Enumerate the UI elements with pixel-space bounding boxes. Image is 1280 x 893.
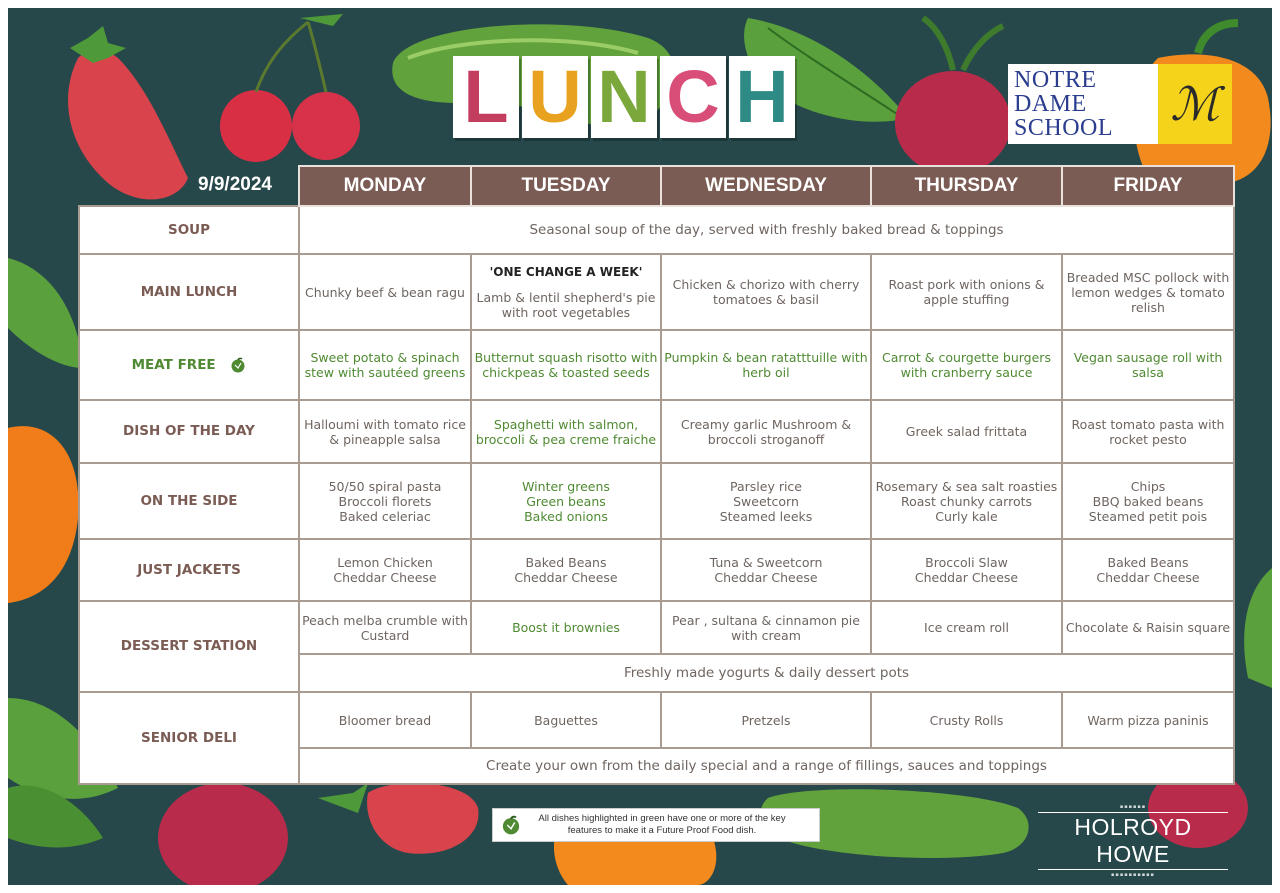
jacket-item: Cheddar Cheese <box>914 570 1019 585</box>
menu-cell: Halloumi with tomato rice & pineapple salsa <box>299 400 471 463</box>
menu-cell: Carrot & courgette burgers with cranberry sauce <box>871 330 1062 400</box>
menu-cell: Chicken & chorizo with cherry tomatoes & basil <box>661 254 871 330</box>
menu-cell: Creamy garlic Mushroom & broccoli stroganoff <box>661 400 871 463</box>
menu-cell <box>661 463 871 539</box>
title-letter: N <box>591 56 657 138</box>
jacket-item: Cheddar Cheese <box>514 570 618 585</box>
menu-cell: Pear , sultana & cinnamon pie with cream <box>661 601 871 654</box>
menu-cell: Peach melba crumble with Custard <box>299 601 471 654</box>
jacket-item: Tuna & Sweetcorn <box>709 555 823 570</box>
side-item: Chips <box>1130 478 1166 494</box>
menu-cell <box>1062 539 1234 601</box>
day-header-row <box>79 166 1234 206</box>
row-label-soup: SOUP <box>79 206 299 254</box>
row-label-meat-free <box>79 330 299 400</box>
side-item: 50/50 spiral pasta <box>328 478 442 494</box>
day-header-thursday: THURSDAY <box>871 166 1062 206</box>
menu-cell: Roast pork with onions & apple stuffing <box>871 254 1062 330</box>
menu-cell: Ice cream roll <box>871 601 1062 654</box>
day-header-monday: MONDAY <box>299 166 471 206</box>
brand-small-text: ▪▪▪▪▪▪ <box>1119 804 1147 810</box>
strawberry-illustration <box>318 783 478 854</box>
school-crest-icon: ℳ <box>1158 64 1232 144</box>
menu-cell: Spaghetti with salmon, broccoli & pea creme fraiche <box>471 400 661 463</box>
menu-cell: Vegan sausage roll with salsa <box>1062 330 1234 400</box>
future-proof-note-text: All dishes highlighted in green have one or more of the key features to make it a Future Proof Food dish. <box>538 813 786 836</box>
menu-cell <box>471 539 661 601</box>
day-header-friday: FRIDAY <box>1062 166 1234 206</box>
menu-cell: Warm pizza paninis <box>1062 692 1234 748</box>
title-letter: L <box>453 56 519 138</box>
on-the-side-row <box>79 463 1234 539</box>
menu-cell: Chunky beef & bean ragu <box>299 254 471 330</box>
soup-row <box>79 206 1234 254</box>
row-label-on-the-side: ON THE SIDE <box>79 463 299 539</box>
apple-icon <box>501 815 521 835</box>
jacket-item: Cheddar Cheese <box>333 570 437 585</box>
row-label-text: MEAT FREE <box>131 357 216 373</box>
menu-poster <box>8 8 1272 885</box>
jacket-item: Cheddar Cheese <box>714 570 818 585</box>
menu-cell <box>299 463 471 539</box>
lunch-title <box>453 56 798 148</box>
menu-cell: Pretzels <box>661 692 871 748</box>
side-item: Curly kale <box>935 508 998 524</box>
school-logo <box>1008 64 1232 144</box>
brand-small-text: ▪▪▪▪▪▪▪▪▪▪ <box>1111 872 1155 878</box>
menu-cell: Bloomer bread <box>299 692 471 748</box>
menu-cell: Butternut squash risotto with chickpeas & toasted seeds <box>471 330 661 400</box>
apple-icon <box>230 357 246 373</box>
menu-cell <box>471 254 661 330</box>
row-label-just-jackets: JUST JACKETS <box>79 539 299 601</box>
side-item: Baked onions <box>524 508 608 524</box>
side-item: BBQ baked beans <box>1092 493 1204 509</box>
side-item: Broccoli florets <box>338 493 432 509</box>
side-item: Rosemary & sea salt roasties <box>875 478 1058 494</box>
future-proof-note <box>492 808 820 842</box>
menu-cell: Boost it brownies <box>471 601 661 654</box>
menu-cell: Roast tomato pasta with rocket pesto <box>1062 400 1234 463</box>
title-letter: C <box>660 56 726 138</box>
side-item: Steamed leeks <box>719 508 813 524</box>
holroyd-howe-logo <box>1038 804 1228 878</box>
side-item: Parsley rice <box>730 478 802 494</box>
school-name-line: SCHOOL <box>1014 115 1114 141</box>
title-letter: H <box>729 56 795 138</box>
title-letter: U <box>522 56 588 138</box>
senior-deli-row <box>79 692 1234 748</box>
side-item: Winter greens <box>522 478 610 494</box>
row-label-main-lunch: MAIN LUNCH <box>79 254 299 330</box>
just-jackets-row <box>79 539 1234 601</box>
brand-name: HOLROYD HOWE <box>1038 812 1228 870</box>
day-header-tuesday: TUESDAY <box>471 166 661 206</box>
jacket-item: Lemon Chicken <box>337 555 433 570</box>
pepper-illustration <box>8 426 78 603</box>
menu-cell <box>1062 463 1234 539</box>
school-name-line: NOTRE <box>1014 67 1097 93</box>
jacket-item: Broccoli Slaw <box>925 555 1008 570</box>
row-label-dessert-station: DESSERT STATION <box>79 601 299 692</box>
dessert-extra-text: Freshly made yogurts & daily dessert pots <box>299 654 1234 692</box>
school-name <box>1008 64 1158 144</box>
dish-of-day-row <box>79 400 1234 463</box>
day-header-wednesday: WEDNESDAY <box>661 166 871 206</box>
jacket-item: Baked Beans <box>525 555 607 570</box>
menu-cell: Sweet potato & spinach stew with sautéed greens <box>299 330 471 400</box>
menu-cell: Chocolate & Raisin square <box>1062 601 1234 654</box>
menu-cell <box>471 463 661 539</box>
row-label-dish-of-day: DISH OF THE DAY <box>79 400 299 463</box>
menu-cell: Greek salad frittata <box>871 400 1062 463</box>
one-change-banner: 'ONE CHANGE A WEEK' <box>489 265 643 279</box>
menu-cell <box>661 539 871 601</box>
side-item: Sweetcorn <box>733 493 799 509</box>
soup-text: Seasonal soup of the day, served with freshly baked bread & toppings <box>299 206 1234 254</box>
menu-item: Lamb & lentil shepherd's pie with root vegetables <box>476 290 656 320</box>
deli-extra-text: Create your own from the daily special and a range of fillings, sauces and toppings <box>299 748 1234 784</box>
beetroot-illustration <box>158 783 288 885</box>
side-item: Baked celeriac <box>339 508 431 524</box>
meat-free-row <box>79 330 1234 400</box>
row-label-senior-deli: SENIOR DELI <box>79 692 299 784</box>
menu-date: 9/9/2024 <box>198 174 272 195</box>
school-name-line: DAME <box>1014 91 1087 117</box>
menu-cell <box>871 539 1062 601</box>
menu-cell <box>871 463 1062 539</box>
menu-cell: Crusty Rolls <box>871 692 1062 748</box>
header-spacer <box>79 166 299 206</box>
leafy-greens-illustration <box>1244 568 1272 688</box>
side-item: Steamed petit pois <box>1088 508 1208 524</box>
menu-table <box>78 165 1235 785</box>
menu-cell: Baguettes <box>471 692 661 748</box>
menu-cell: Breaded MSC pollock with lemon wedges & tomato relish <box>1062 254 1234 330</box>
cherry-illustration <box>220 14 360 162</box>
beetroot-illustration <box>895 18 1011 175</box>
side-item: Green beans <box>526 493 606 509</box>
menu-cell: Pumpkin & bean ratatttuille with herb oil <box>661 330 871 400</box>
main-lunch-row <box>79 254 1234 330</box>
dessert-row <box>79 601 1234 654</box>
jacket-item: Cheddar Cheese <box>1096 570 1200 585</box>
menu-cell <box>299 539 471 601</box>
jacket-item: Baked Beans <box>1107 555 1189 570</box>
side-item: Roast chunky carrots <box>901 493 1032 509</box>
